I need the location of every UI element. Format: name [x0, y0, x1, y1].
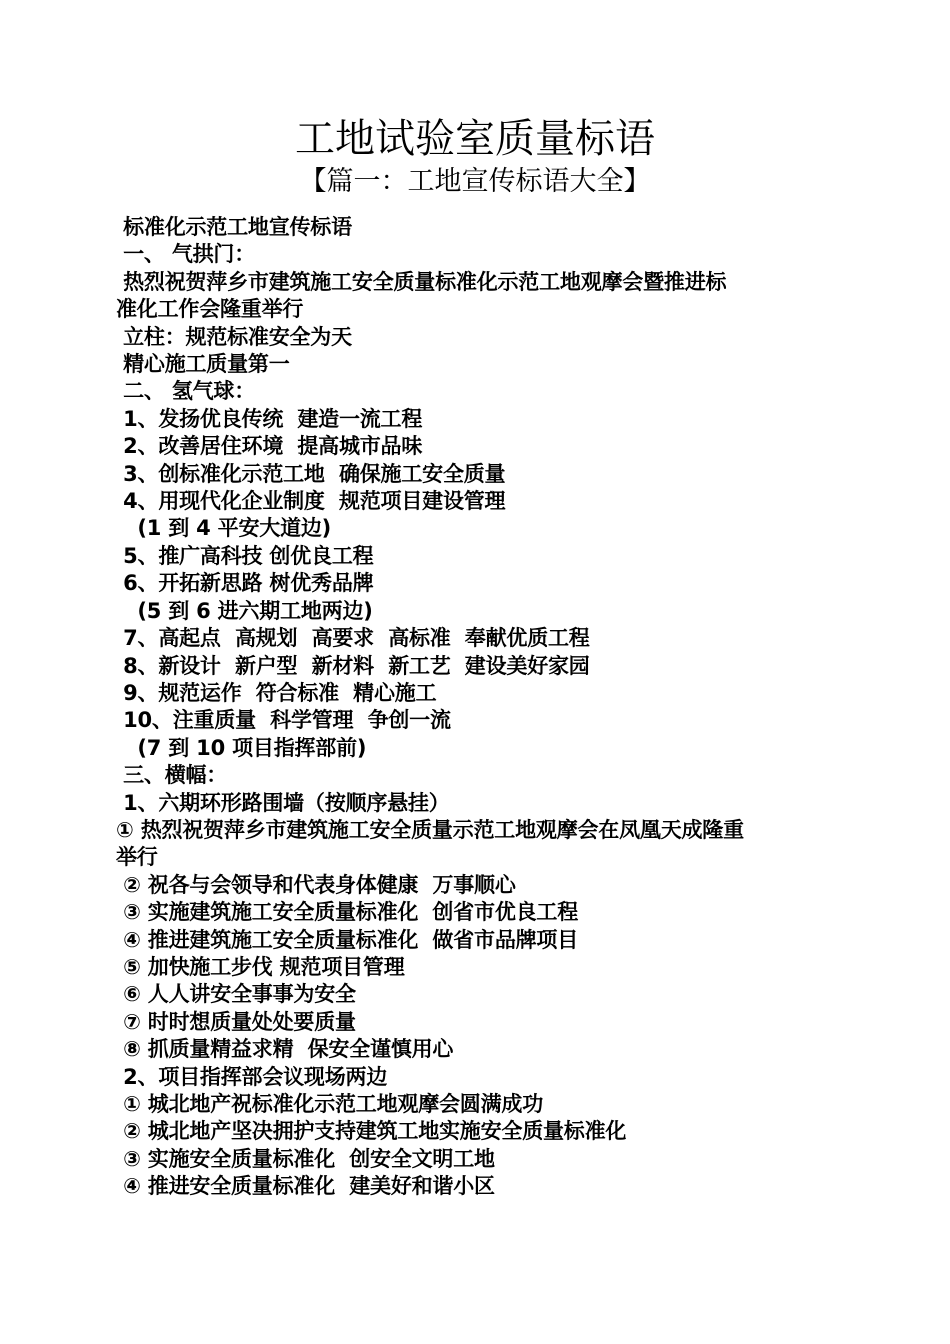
document-line: 精心施工质量第一	[116, 352, 290, 377]
document-line: ⑧ 抓质量精益求精 保安全谨慎用心	[116, 1037, 454, 1062]
document-line: ① 城北地产祝标准化示范工地观摩会圆满成功	[116, 1092, 544, 1116]
document-line: ③ 实施安全质量标准化 创安全文明工地	[116, 1146, 495, 1171]
document-line: 一、 气拱门：	[116, 242, 256, 267]
document-line: ⑥ 人人讲安全事事为安全	[116, 982, 356, 1007]
document-line: ② 城北地产坚决拥护支持建筑工地实施安全质量标准化	[116, 1119, 627, 1144]
document-line: ② 祝各与会领导和代表身体健康 万事顺心	[116, 872, 516, 897]
document-line: ⑦ 时时想质量处处要质量	[116, 1009, 356, 1034]
document-line: 标准化示范工地宣传标语	[116, 215, 352, 239]
document-line: ③ 实施建筑施工安全质量标准化 创省市优良工程	[116, 900, 579, 925]
document-line: (1 到 4 平安大道边)	[116, 516, 332, 541]
document-line: 5、推广高科技 创优良工程	[116, 543, 374, 568]
document-line: 1、发扬优良传统 建造一流工程	[116, 406, 423, 431]
document-line: ④ 推进建筑施工安全质量标准化 做省市品牌项目	[116, 927, 579, 952]
document-line: 立柱：规范标准安全为天	[116, 324, 352, 349]
document-line: 二、 氢气球：	[116, 379, 256, 404]
document-line: 7、高起点 高规划 高要求 高标准 奉献优质工程	[116, 626, 590, 651]
document-line: 3、创标准化示范工地 确保施工安全质量	[116, 461, 506, 486]
document-line: 2、项目指挥部会议现场两边	[116, 1064, 388, 1089]
document-line: 三、横幅：	[116, 763, 228, 788]
document-line: ④ 推进安全质量标准化 建美好和谐小区	[116, 1174, 495, 1199]
document-body	[116, 214, 896, 1201]
document-line: 举行	[116, 845, 158, 870]
document-line: (5 到 6 进六期工地两边)	[116, 598, 373, 623]
document-line: 准化工作会隆重举行	[116, 297, 304, 322]
document-line: 热烈祝贺萍乡市建筑施工安全质量标准化示范工地观摩会暨推进标	[116, 269, 727, 294]
document-line: 2、改善居住环境 提高城市品味	[116, 434, 423, 459]
document-line: 9、规范运作 符合标准 精心施工	[116, 680, 437, 705]
document-line: ① 热烈祝贺萍乡市建筑施工安全质量示范工地观摩会在凤凰天成隆重	[116, 817, 744, 842]
document-line: 6、开拓新思路 树优秀品牌	[116, 571, 374, 596]
document-subtitle: 【篇一：工地宣传标语大全】	[299, 166, 651, 197]
document-line: 1、六期环形路围墙（按顺序悬挂）	[116, 790, 450, 815]
document-line: 8、新设计 新户型 新材料 新工艺 建设美好家园	[116, 653, 590, 678]
document-line: 4、用现代化企业制度 规范项目建设管理	[116, 489, 506, 514]
document-line: (7 到 10 项目指挥部前)	[116, 735, 367, 760]
document-line: 10、注重质量 科学管理 争创一流	[116, 708, 451, 733]
document-title: 工地试验室质量标语	[295, 116, 655, 162]
document-line: ⑤ 加快施工步伐 规范项目管理	[116, 954, 405, 979]
